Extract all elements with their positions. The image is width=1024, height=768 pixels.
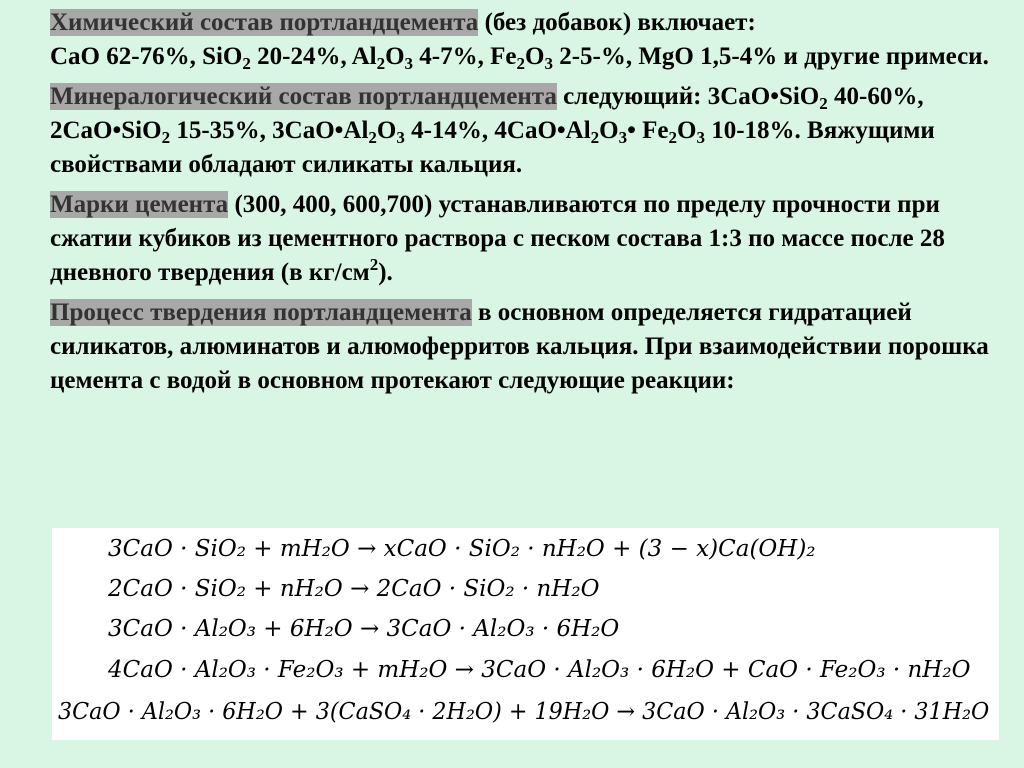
paragraph-mineral-composition (50, 80, 990, 182)
text: (300, 400, 600,700) устанавливаются по пределу прочности при сжатии кубиков из цементного раствора с песком состава 1:3 по массе после 28 дневного твердения (в кг/см (50, 191, 945, 286)
text: O (524, 43, 545, 70)
subscript: 2 (590, 128, 600, 147)
heading-chemical-composition: Химический состав портландцемента (50, 9, 479, 36)
subscript: 3 (404, 54, 414, 73)
subscript: 2 (242, 54, 251, 73)
paragraph-cement-grades (50, 188, 990, 290)
superscript: 2 (369, 255, 379, 274)
subscript: 2 (516, 54, 525, 73)
text: 40-60%, 2CaO•SiO (50, 83, 924, 144)
heading-hardening-process: Процесс твердения портландцемента (50, 299, 472, 326)
text: • Fe (627, 117, 669, 144)
text: в основном определяется гидратацией силикатов, алюминатов и алюмоферритов кальция. При взаимодействии порошка цемента с водой в основном протекают следующие реакции: (50, 299, 989, 394)
subscript: 3 (618, 128, 628, 147)
text: 10-18%. Вяжущими свойствами обладают силикаты кальция. (50, 117, 935, 178)
text: O (677, 117, 697, 144)
slide-text (50, 6, 990, 404)
heading-cement-grades: Марки цемента (50, 191, 229, 218)
subscript: 3 (396, 128, 405, 147)
subscript: 2 (668, 128, 677, 147)
text: 4-14%, 4CaO•Al (404, 117, 591, 144)
subscript: 2 (368, 128, 377, 147)
text: ). (378, 259, 393, 286)
equation-3: 3CaO · Al₂O₃ + 6H₂O → 3CaO · Al₂O₃ · 6H₂O (108, 616, 620, 642)
paragraph-hardening-process (50, 296, 990, 398)
text: 4-7%, Fe (413, 43, 517, 70)
equation-1: 3CaO · SiO₂ + mH₂O → xCaO · SiO₂ · nH₂O + (3 − x)Ca(OH)₂ (108, 536, 816, 562)
subscript: 3 (544, 54, 553, 73)
text: CaO 62-76%, SiO (50, 43, 243, 70)
text: следующий: 3CaO•SiO (556, 83, 820, 110)
heading-mineral-composition: Минералогический состав портландцемента (50, 83, 557, 110)
paragraph-chemical-composition (50, 6, 990, 74)
subscript: 3 (696, 128, 705, 147)
text: O (376, 117, 397, 144)
equation-5: 3CaO · Al₂O₃ · 6H₂O + 3(CaSO₄ · 2H₂O) + 19H₂O → 3CaO · Al₂O₃ · 3CaSO₄ · 31H₂O (58, 699, 990, 725)
subscript: 2 (819, 94, 828, 113)
subscript: 2 (376, 54, 386, 73)
subscript: 2 (161, 128, 171, 147)
text: 2-5-%, MgO 1,5-4% и другие примеси. (552, 43, 989, 70)
equations-panel (52, 528, 999, 740)
text: 20-24%, Al (250, 43, 377, 70)
text: 15-35%, 3CaO•Al (170, 117, 369, 144)
equation-2: 2CaO · SiO₂ + nH₂O → 2CaO · SiO₂ · nH₂O (108, 576, 600, 602)
text: (без добавок) включает: (478, 9, 756, 36)
text: O (385, 43, 405, 70)
equation-4: 4CaO · Al₂O₃ · Fe₂O₃ + mH₂O → 3CaO · Al₂O₃ · 6H₂O + CaO · Fe₂O₃ · nH₂O (108, 657, 971, 683)
text: O (599, 117, 619, 144)
